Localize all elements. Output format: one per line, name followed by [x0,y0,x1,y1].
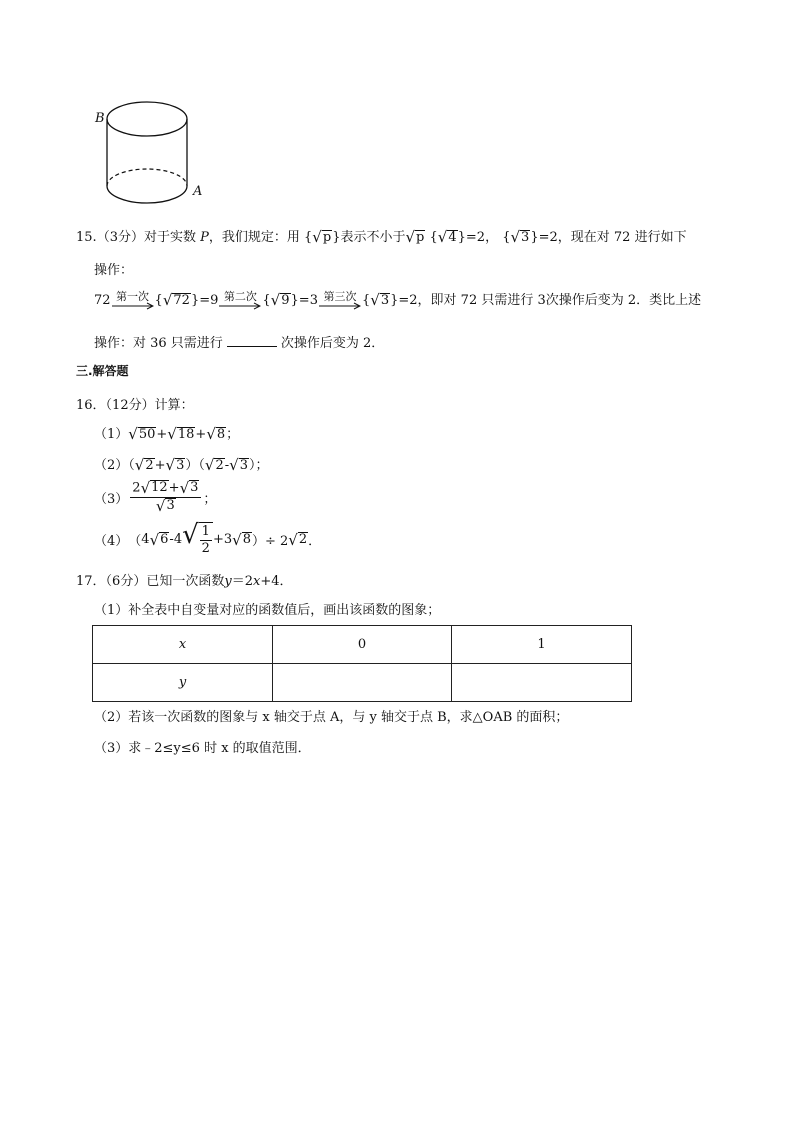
q15-s2-result: =3 [298,293,318,308]
table-row-x [93,626,632,664]
q15-intro: 对于实数 [143,230,196,245]
q16-part-3: （3） 2 √ 12 + √ 3 √ 3 ； [94,478,217,515]
arrow-step-2: 第二次 [219,291,261,310]
q15-ex1-result: =2， [465,230,499,245]
q16-header: 16．（12分）计算： [76,398,194,413]
q17-part-2: （2）若该一次函数的图象与 x 轴交于点 A，与 y 轴交于点 B，求△OAB 的面积； [94,710,569,725]
table-cell-input[interactable] [273,664,452,702]
value-table [92,625,632,702]
q17-part-1: （1）补全表中自变量对应的函数值后，画出该函数的图象； [94,603,441,618]
q15-line-4 [94,332,384,351]
q17-part-3: （3）求﹣2≤y≤6 时 x 的取值范围． [94,741,311,756]
q15-line4-a: 操作：对 36 只需进行 [94,336,223,351]
section-heading: 三.解答题 [76,364,129,378]
table-cell: 0 [273,626,452,664]
table-row-y [93,664,632,702]
q15-number: 15. [76,230,97,245]
q15-s1-result: =9 [199,293,219,308]
table-cell: 1 [452,626,632,664]
q15-line-2: 操作： [94,263,134,278]
q15-line-1: 15.（3分）对于实数 P，我们规定：用 { √ p }表示不小于 √ p { √ 4 }=2， { √ 3 }=2，现在对 72 进行如下 [76,228,687,247]
table-cell: x [93,626,273,664]
q15-sqrt-s1: √ 72 [162,291,190,310]
table-cell-input[interactable] [452,664,632,702]
q17-header: 17．（6分）已知一次函数y＝2x+4． [76,574,293,589]
table-cell: y [93,664,273,702]
q16-part-4: （4） （ 4 √ 6 -4 √ $\frac{1}{2}$ +3 √ 8 ）÷ 2 √ 2 ． [94,520,322,557]
q15-sqrt-ex1: √ 4 [437,228,457,247]
q15-ex2-result: =2，现在对 72 进行如下 [538,230,687,245]
q15-rule: ，我们规定：用 [208,230,300,245]
q15-sqrt-s3: √ 3 [370,291,390,310]
cylinder-figure [88,95,213,220]
figure-label-b: B [95,111,105,126]
q15-sqrt-p: √ p [405,228,425,247]
q15-var-p: P [200,230,209,245]
q15-sqrt-ex2: √ 3 [510,228,530,247]
answer-blank[interactable] [227,334,277,347]
q15-start: 72 [94,293,111,308]
q16-part-1: （1） √ 50 + √ 18 + √ 8 ； [94,425,240,444]
q15-score: （3分） [96,230,144,245]
q15-means: 表示不小于 [340,230,406,245]
q15-sqrt-brace-p: √ p [312,228,332,247]
arrow-step-1: 第一次 [112,291,154,310]
q15-s3-result: =2，即对 72 只需进行 3次操作后变为 2．类比上述 [398,293,702,308]
q15-line4-b: 次操作后变为 2． [280,336,385,351]
q15-sqrt-s2: √ 9 [270,291,290,310]
q16-part-2: （2）（ √ 2 + √ 3 ）（ √ 2 - √ 3 ）； [94,456,269,475]
q15-line-3: 72 第一次 { √ 72 }=9 第二次 { √ 9 }=3 第三次 { √ 3 }=2，即对 72 只需进行 3次操作后变为 2．类比上述 [94,290,702,310]
figure-label-a: A [193,184,203,199]
arrow-step-3: 第三次 [319,291,361,310]
